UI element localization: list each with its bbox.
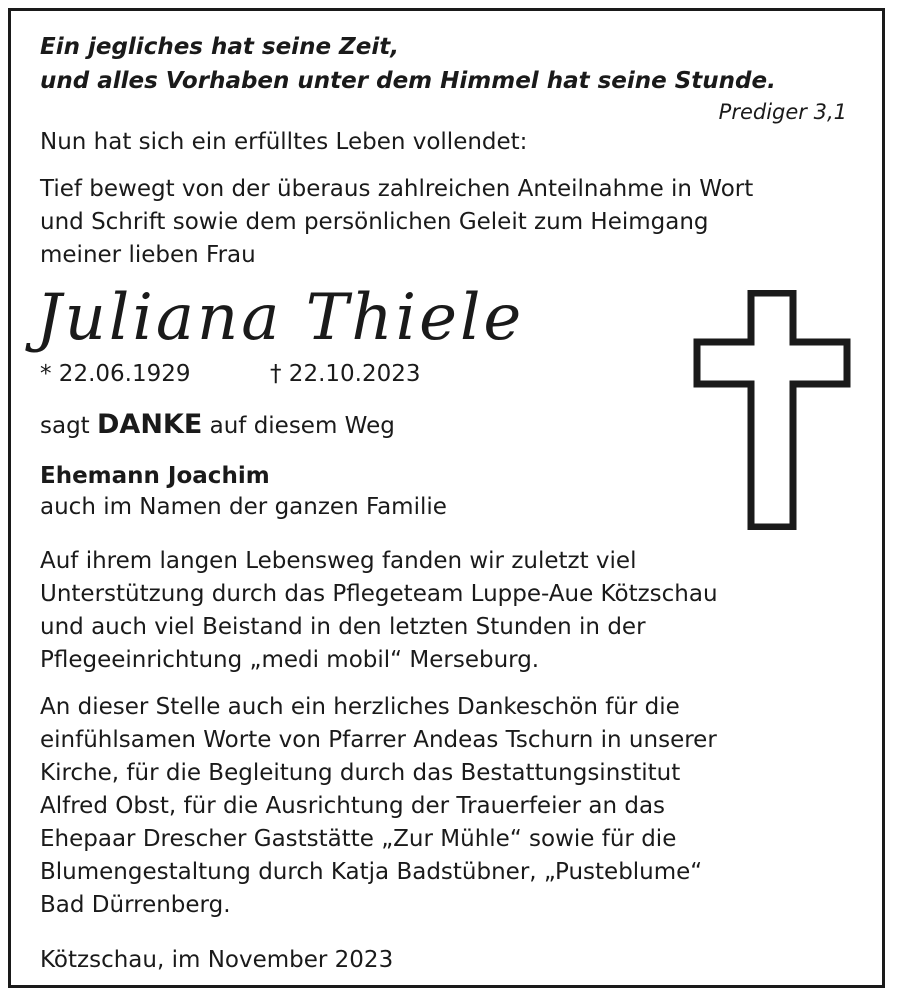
paragraph-thanks-line: Bad Dürrenberg. <box>40 892 231 918</box>
paragraph-thanks-line: Kirche, für die Begleitung durch das Bestattungsinstitut <box>40 760 681 786</box>
birth-date: * 22.06.1929 <box>40 361 191 387</box>
paragraph-care-line: Auf ihrem langen Lebensweg fanden wir zuletzt viel <box>40 548 637 574</box>
quote-line-2: und alles Vorhaben unter dem Himmel hat seine Stunde. <box>40 68 776 94</box>
thanks-suffix: auf diesem Weg <box>202 413 395 439</box>
paragraph-care-line: und auch viel Beistand in den letzten Stunden in der <box>40 614 646 640</box>
thanks-intro <box>40 173 855 272</box>
thanks-intro-line: meiner lieben Frau <box>40 242 256 268</box>
thanks-strong: DANKE <box>97 409 203 440</box>
thanks-intro-line: und Schrift sowie dem persönlichen Geleit zum Heimgang <box>40 209 709 235</box>
signer-subline: auch im Namen der ganzen Familie <box>40 494 447 520</box>
paragraph-thanks-line: Blumengestaltung durch Katja Badstübner, „Pusteblume“ <box>40 859 703 885</box>
cross-icon <box>693 290 851 530</box>
intro-text: Nun hat sich ein erfülltes Leben vollendet: <box>40 129 528 155</box>
signer-name: Ehemann Joachim <box>40 463 270 489</box>
thanks-prefix: sagt <box>40 413 98 439</box>
paragraph-care-line: Pflegeeinrichtung „medi mobil“ Merseburg. <box>40 647 540 673</box>
quote-source: Prediger 3,1 <box>718 100 847 124</box>
quote-line-1: Ein jegliches hat seine Zeit, <box>40 34 399 60</box>
paragraph-thanks-line: Ehepaar Drescher Gaststätte „Zur Mühle“ sowie für die <box>40 826 677 852</box>
thanks-intro-line: Tief bewegt von der überaus zahlreichen Anteilnahme in Wort <box>40 176 754 202</box>
paragraph-thanks-line: An dieser Stelle auch ein herzliches Dankeschön für die <box>40 694 680 720</box>
paragraph-thanks-line: einfühlsamen Worte von Pfarrer Andeas Tschurn in unserer <box>40 727 717 753</box>
paragraph-care-line: Unterstützung durch das Pflegeteam Luppe-Aue Kötzschau <box>40 581 718 607</box>
deceased-name: Juliana Thiele <box>36 281 525 355</box>
bible-quote <box>40 30 855 98</box>
paragraph-thanks-line: Alfred Obst, für die Ausrichtung der Trauerfeier an das <box>40 793 666 819</box>
closing-place-date: Kötzschau, im November 2023 <box>40 947 394 973</box>
paragraph-care <box>40 545 855 677</box>
death-date: † 22.10.2023 <box>270 361 421 387</box>
paragraph-thanks <box>40 691 855 922</box>
